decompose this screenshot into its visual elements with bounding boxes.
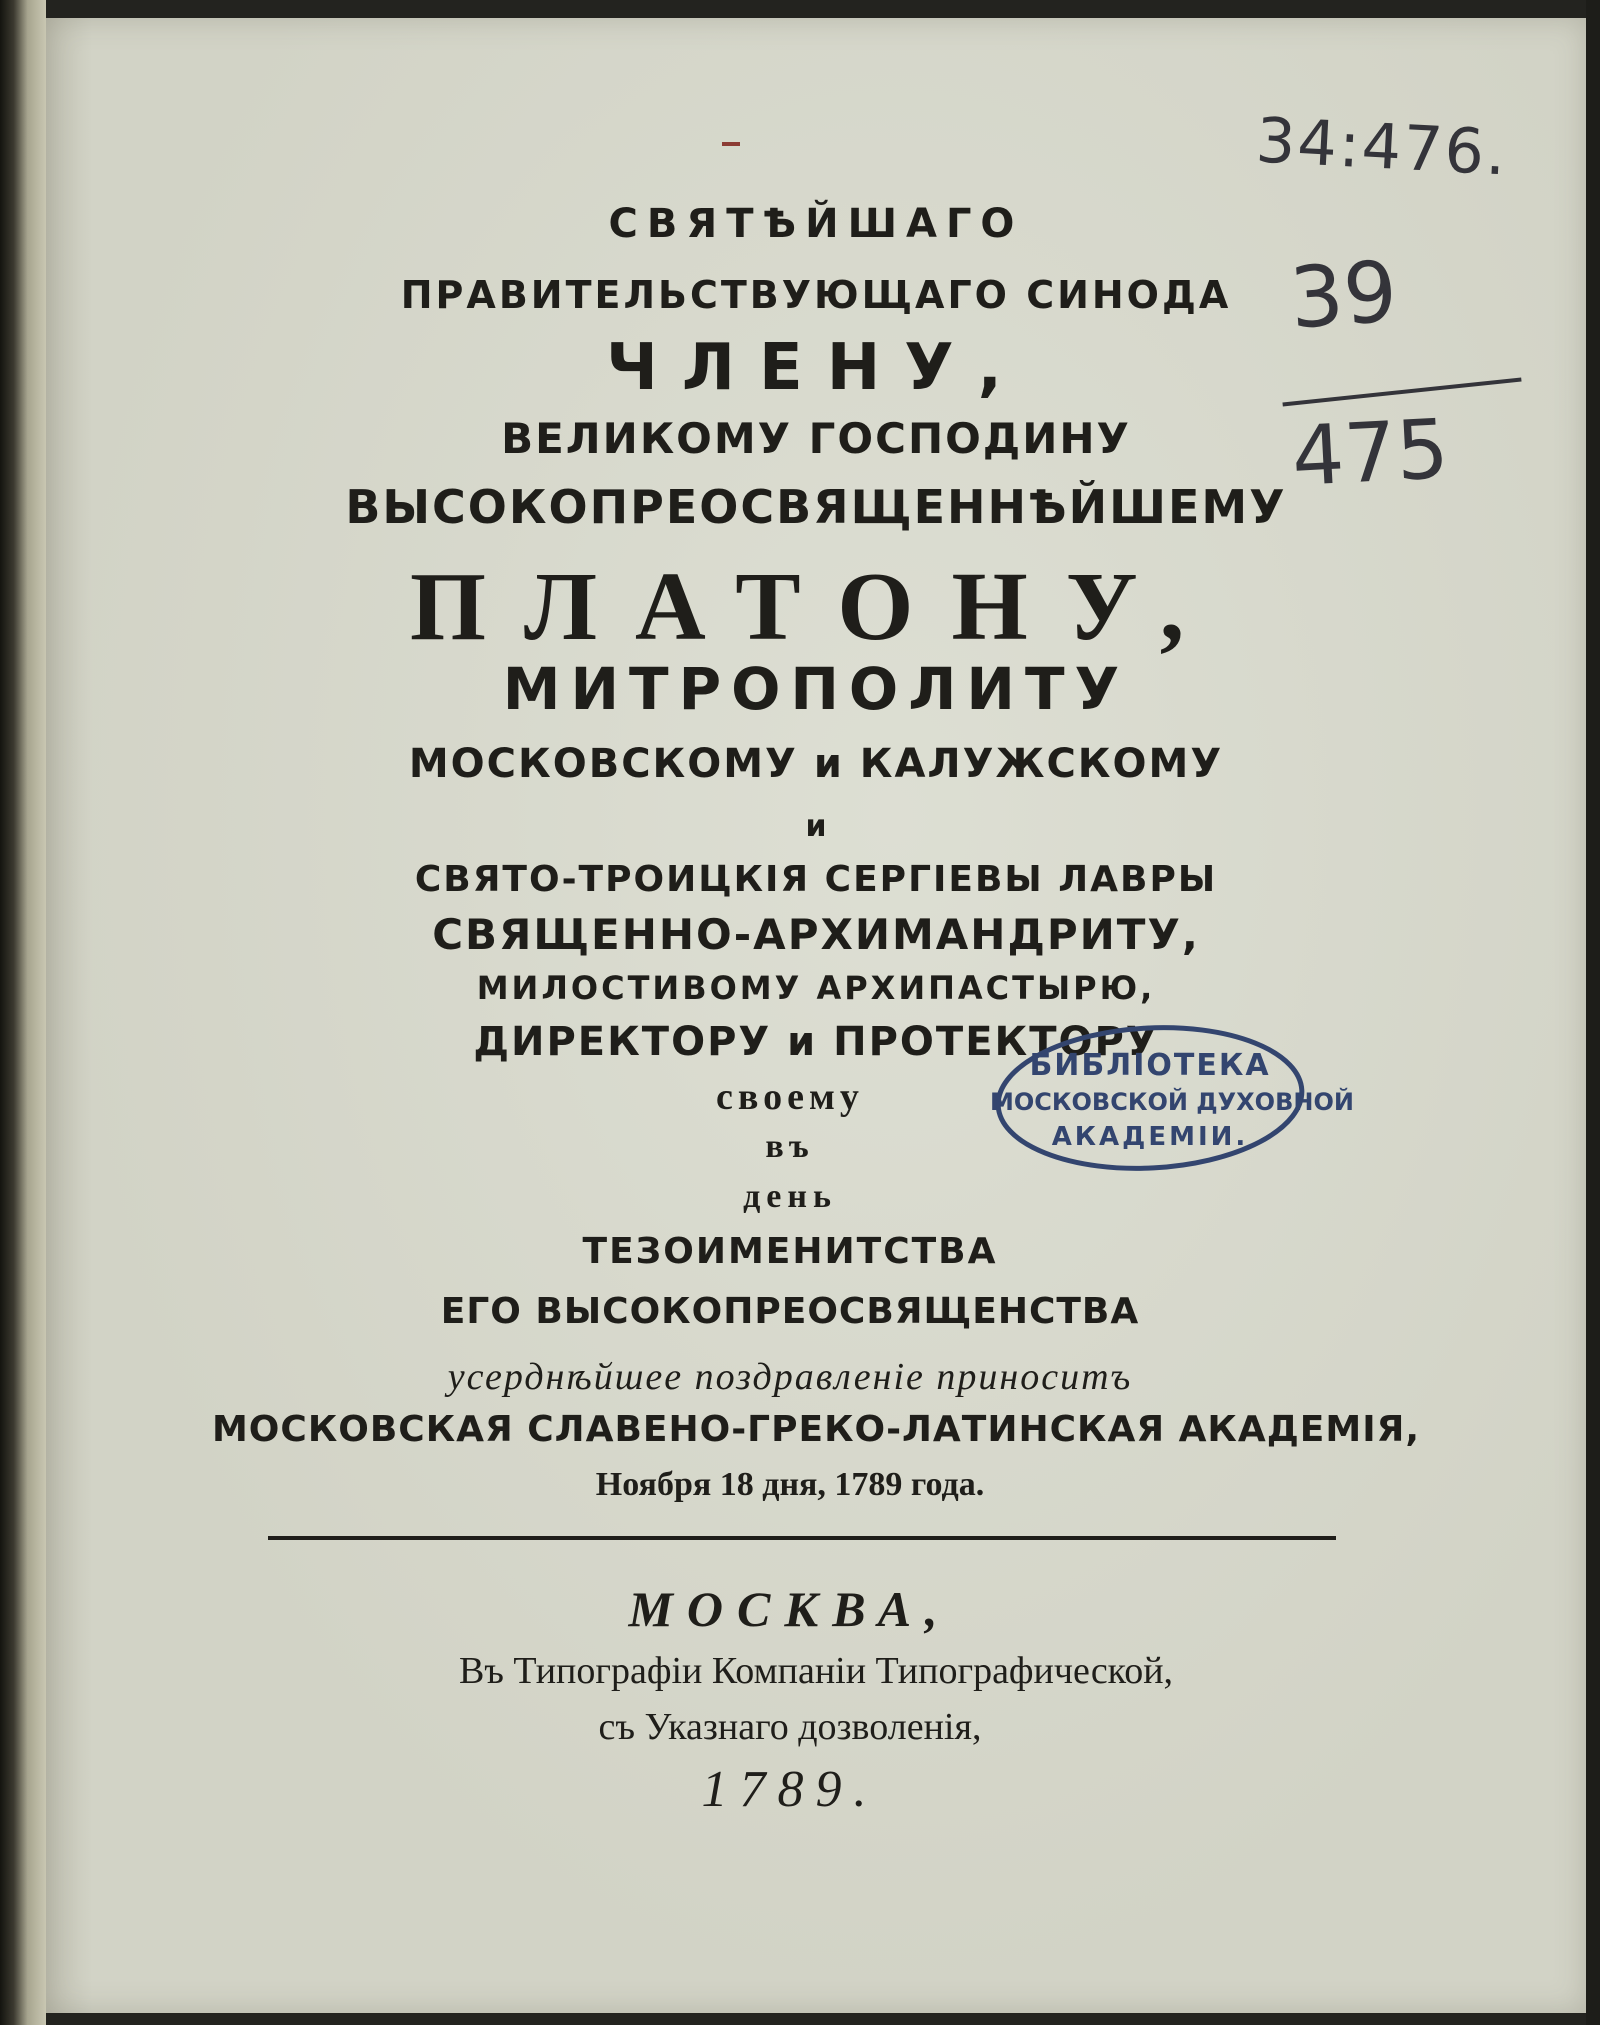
title-page-content bbox=[46, 18, 1586, 2013]
title-line-5: ВЫСОКОПРЕОСВЯЩЕННѢЙШЕМУ bbox=[345, 480, 1287, 534]
stamp-line-1: БИБЛІОТЕКА bbox=[1029, 1048, 1271, 1083]
horizontal-rule bbox=[268, 1536, 1336, 1540]
title-line-3: ЧЛЕНУ, bbox=[606, 331, 1026, 405]
title-line-11: СВЯЩЕННО-АРХИМАНДРИТУ, bbox=[432, 910, 1200, 959]
title-line-19: усерднѣйшее поздравленіе приноситъ bbox=[447, 1356, 1133, 1398]
handwritten-number-top: 39 bbox=[1286, 242, 1401, 348]
imprint-permission: съ Указнаго дозволенія, bbox=[598, 1706, 982, 1748]
title-line-7: МИТРОПОЛИТУ bbox=[502, 655, 1130, 723]
title-line-10: СВЯТО-ТРОИЦКІЯ СЕРГІЕВЫ ЛАВРЫ bbox=[414, 859, 1218, 900]
handwritten-number-bottom: 475 bbox=[1289, 401, 1451, 506]
title-line-8: МОСКОВСКОМУ и КАЛУЖСКОМУ bbox=[408, 741, 1224, 787]
stamp-line-2: МОСКОВСКОЙ ДУХОВНОЙ bbox=[990, 1088, 1354, 1116]
title-line-2: ПРАВИТЕЛЬСТВУЮЩАГО СИНОДА bbox=[400, 273, 1232, 317]
title-line-6: ПЛАТОНУ, bbox=[409, 553, 1223, 661]
ink-mark bbox=[722, 142, 740, 146]
title-line-9: и bbox=[805, 809, 827, 844]
title-line-18: ЕГО ВЫСОКОПРЕОСВЯЩЕНСТВА bbox=[440, 1291, 1140, 1332]
title-page bbox=[46, 18, 1586, 2013]
title-line-16: день bbox=[743, 1178, 837, 1215]
imprint-year: 1789. bbox=[701, 1761, 879, 1818]
imprint-city: МОСКВА, bbox=[628, 1581, 952, 1637]
title-line-17: ТЕЗОИМЕНИТСТВА bbox=[582, 1231, 998, 1272]
title-line-21: Ноября 18 дня, 1789 года. bbox=[595, 1466, 985, 1503]
handwritten-shelfmark: 34:476. bbox=[1254, 103, 1510, 190]
title-line-20: МОСКОВСКАЯ СЛАВЕНО-ГРЕКО-ЛАТИНСКАЯ АКАДЕМІЯ, bbox=[211, 1409, 1420, 1450]
title-line-1: СВЯТѢЙШАГО bbox=[608, 201, 1024, 247]
title-line-4: ВЕЛИКОМУ ГОСПОДИНУ bbox=[501, 414, 1131, 463]
imprint-press: Въ Типографіи Компаніи Типографической, bbox=[458, 1650, 1174, 1692]
stamp-line-3: АКАДЕМІИ. bbox=[1051, 1122, 1249, 1152]
title-line-12: МИЛОСТИВОМУ АРХИПАСТЫРЮ, bbox=[476, 969, 1156, 1007]
title-line-15: въ bbox=[765, 1128, 815, 1165]
page-edge-shadow bbox=[1586, 0, 1600, 2025]
title-line-14: своему bbox=[716, 1076, 864, 1118]
library-stamp bbox=[990, 1018, 1354, 1178]
title-line-13: ДИРЕКТОРУ и ПРОТЕКТОРУ bbox=[473, 1019, 1159, 1065]
